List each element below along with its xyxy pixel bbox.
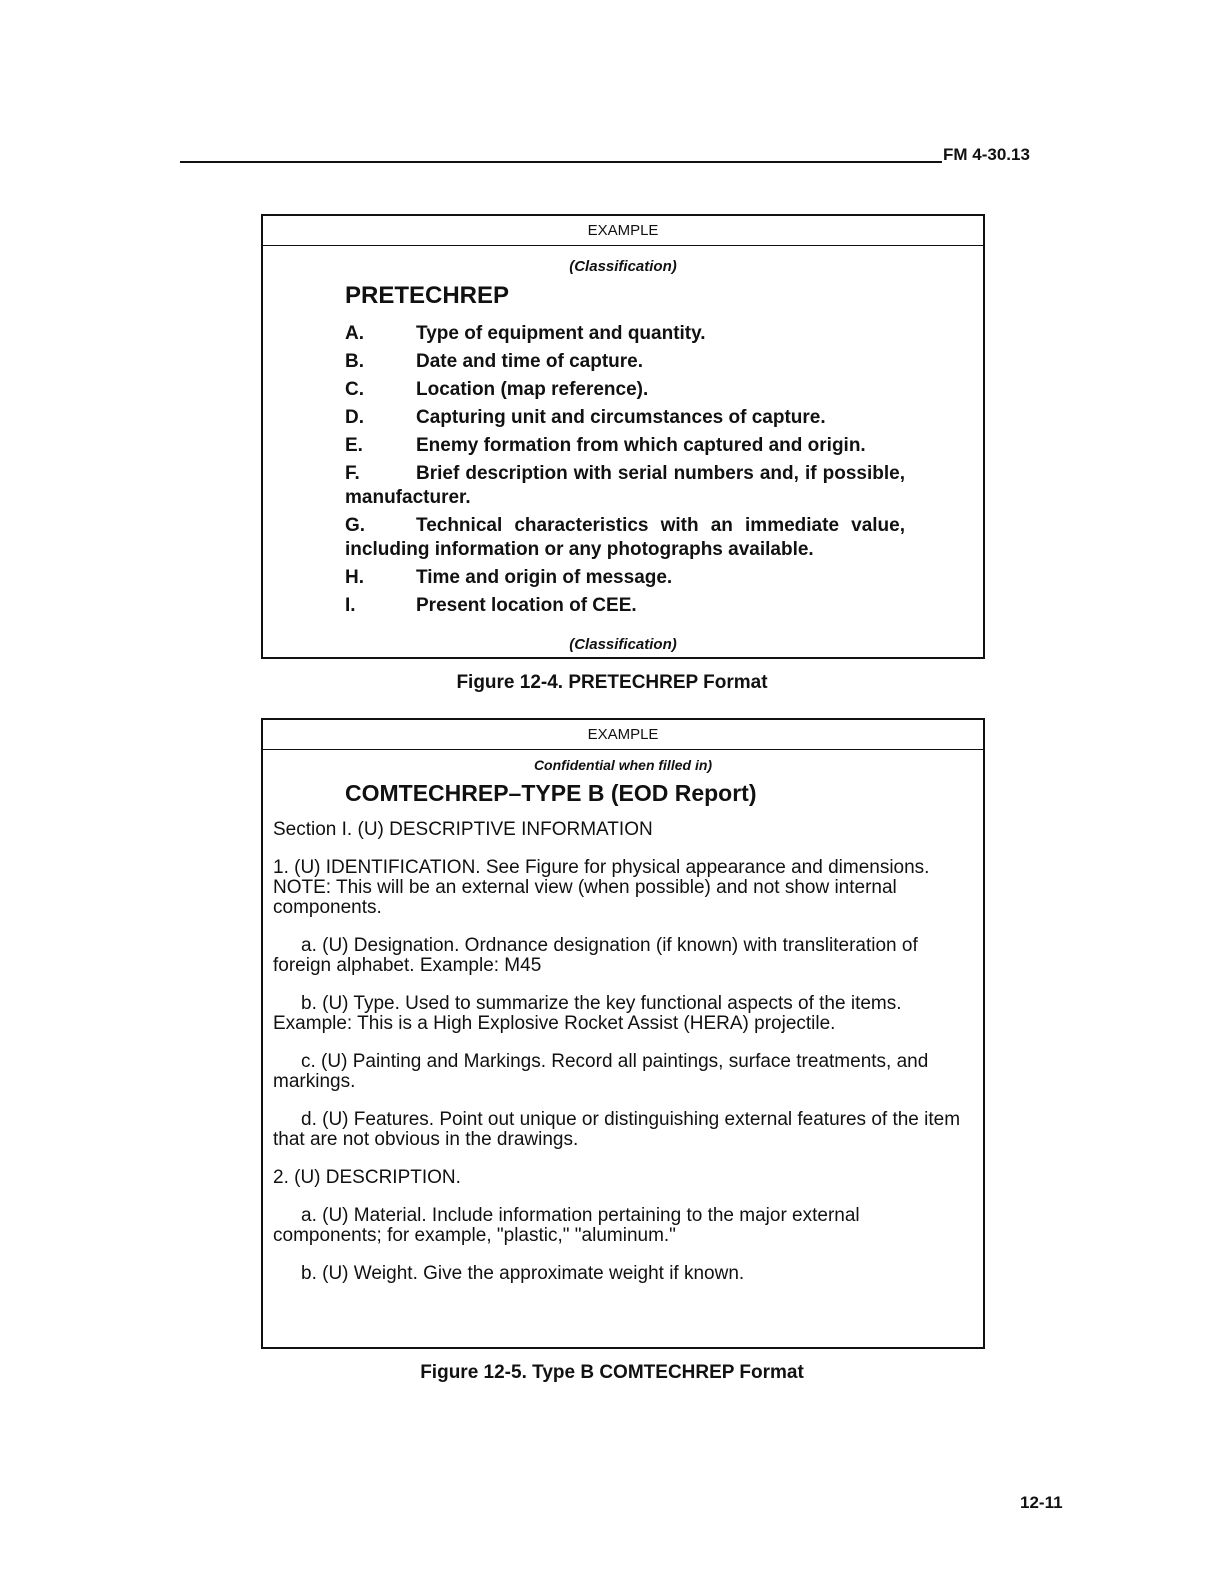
page-number: 12-11	[1020, 1493, 1063, 1512]
paragraph: a. (U) Material. Include information pertaining to the major external components; for example, "plastic," "aluminum."	[273, 1205, 860, 1246]
example-label: EXAMPLE	[263, 216, 983, 246]
form-title: COMTECHREP–TYPE B (EOD Report)	[345, 780, 757, 806]
list-item: I. Present location of CEE.	[345, 595, 637, 616]
paragraph: c. (U) Painting and Markings. Record all paintings, surface treatments, and markings.	[273, 1051, 929, 1092]
list-item: G. Technical characteristics with an immediate value, including information or any photographs available.	[345, 515, 905, 560]
list-item: H. Time and origin of message.	[345, 567, 673, 588]
figure-caption: Figure 12-5. Type B COMTECHREP Format	[420, 1362, 804, 1383]
report-body	[273, 820, 963, 1302]
list-item: A. Type of equipment and quantity.	[345, 323, 706, 344]
paragraph: b. (U) Type. Used to summarize the key functional aspects of the items. Example: This is a High Explosive Rocket Assist (HERA) projectile.	[273, 993, 902, 1034]
paragraph: d. (U) Features. Point out unique or distinguishing external features of the item that are not obvious in the drawings.	[273, 1109, 961, 1150]
section-heading: Section I. (U) DESCRIPTIVE INFORMATION	[273, 819, 653, 840]
header-rule	[180, 161, 942, 163]
list-item: B. Date and time of capture.	[345, 351, 643, 372]
classification-top: (Classification)	[569, 258, 677, 275]
list-item: C. Location (map reference).	[345, 379, 649, 400]
example-label: EXAMPLE	[263, 720, 983, 750]
paragraph: a. (U) Designation. Ordnance designation (if known) with transliteration of foreign alphabet. Example: M45	[273, 935, 918, 976]
paragraph: b. (U) Weight. Give the approximate weight if known.	[301, 1263, 745, 1284]
classification-bottom: (Classification)	[569, 636, 677, 653]
list-item: E. Enemy formation from which captured and origin.	[345, 435, 866, 456]
document-id: FM 4-30.13	[943, 145, 1030, 164]
classification-label: Confidential when filled in)	[533, 757, 713, 773]
list-item: F. Brief description with serial numbers and, if possible, manufacturer.	[345, 463, 905, 508]
paragraph: 1. (U) IDENTIFICATION. See Figure for physical appearance and dimensions. NOTE: This will be an external view (when possible) and not show internal components.	[273, 857, 930, 918]
form-title: PRETECHREP	[345, 282, 510, 309]
list-item: D. Capturing unit and circumstances of capture.	[345, 407, 826, 428]
pretechrep-example-box	[261, 214, 985, 659]
section-heading: 2. (U) DESCRIPTION.	[273, 1167, 461, 1188]
figure-caption: Figure 12-4. PRETECHREP Format	[456, 672, 768, 693]
comtechrep-example-box	[261, 718, 985, 1349]
pretechrep-item-list	[345, 322, 905, 622]
